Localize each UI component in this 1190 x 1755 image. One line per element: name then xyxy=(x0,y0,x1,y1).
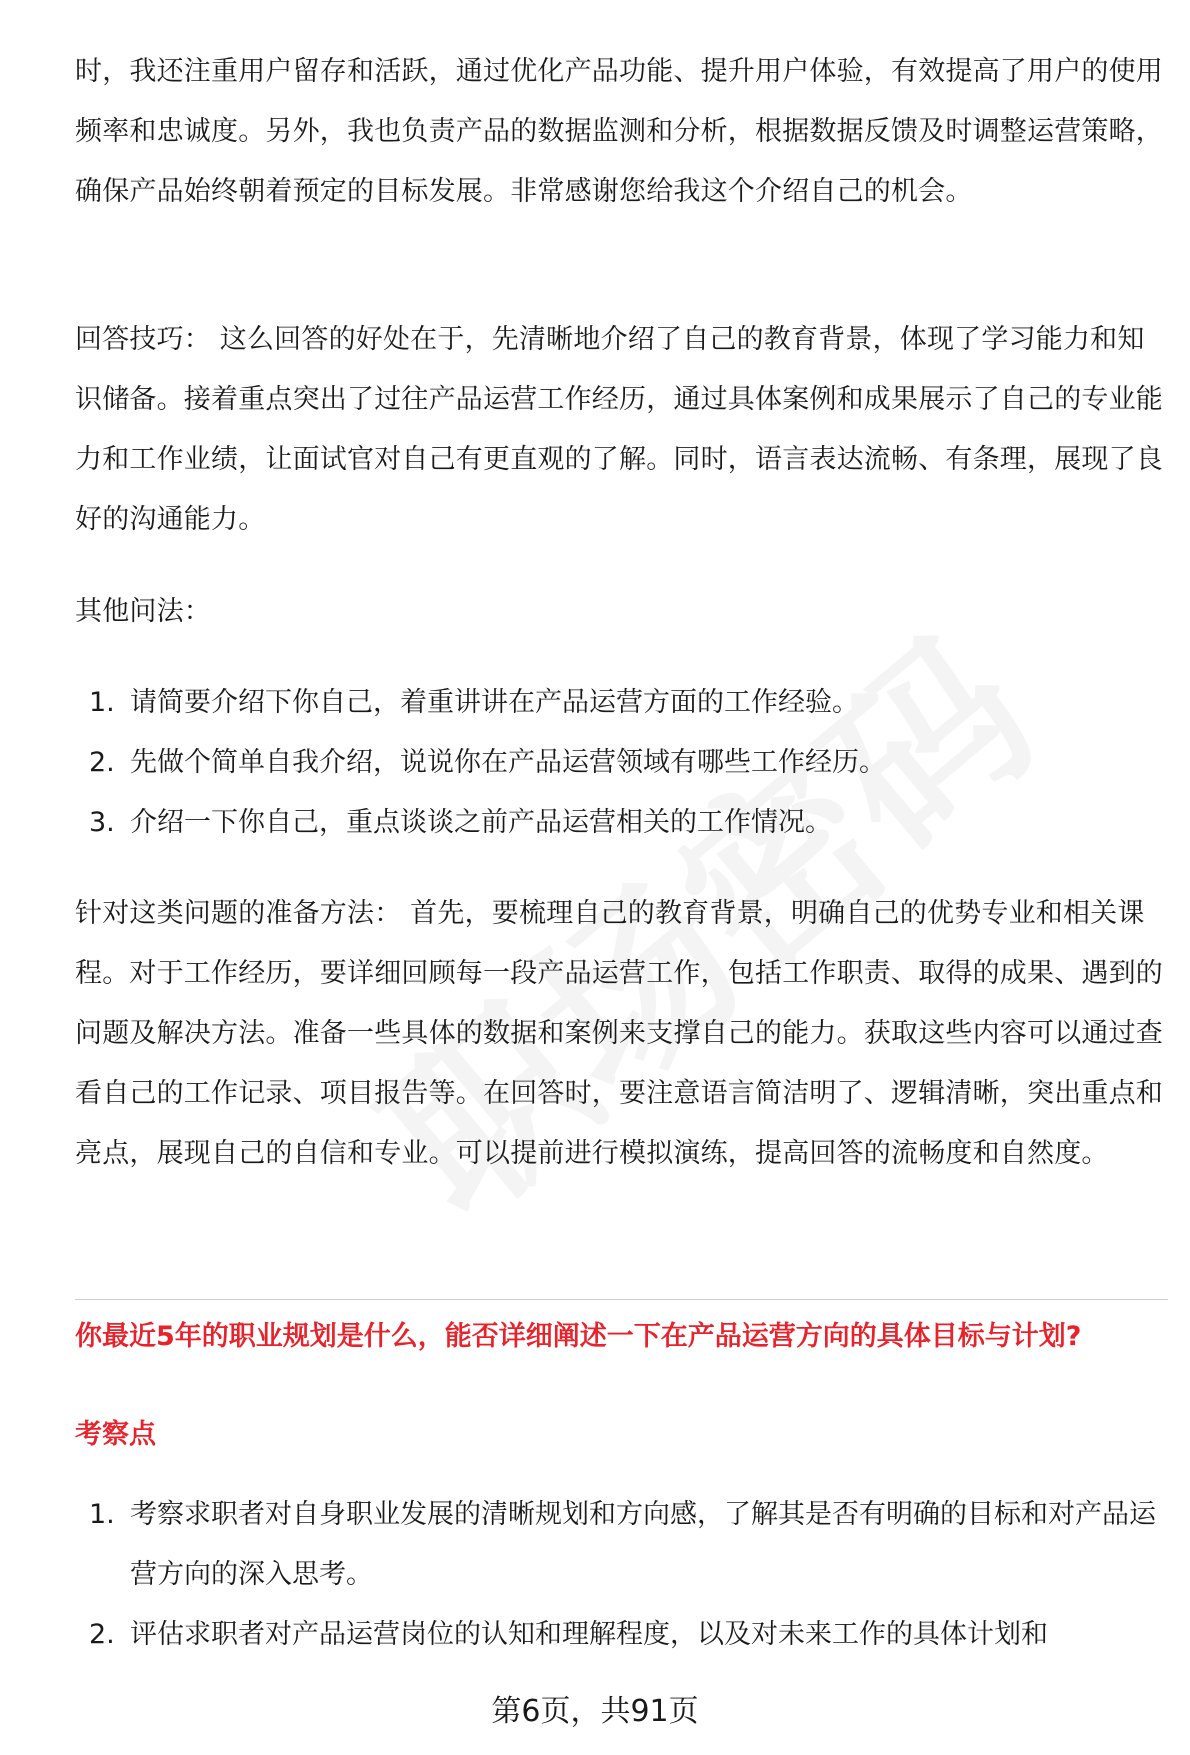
page-number: 第6页，共91页 xyxy=(491,1694,699,1729)
list-item xyxy=(75,673,1170,733)
list-item-text: 评估求职者对产品运营岗位的认知和理解程度，以及对未来工作的具体计划和 xyxy=(130,1619,1048,1650)
list-item-text: 考察求职者对自身职业发展的清晰规划和方向感，了解其是否有明确的目标和对产品运营方向的深入思考。 xyxy=(130,1499,1156,1590)
focus-list xyxy=(75,1485,1170,1665)
tips-paragraph: 回答技巧： 这么回答的好处在于，先清晰地介绍了自己的教育背景，体现了学习能力和知识储备。接着重点突出了过往产品运营工作经历，通过具体案例和成果展示了自己的专业能力和工作业绩，让面试官对自己有更直观的了解。同时，语言表达流畅、有条理，展现了良好的沟通能力。 xyxy=(75,324,1163,535)
list-item xyxy=(75,1485,1170,1605)
list-item-number: 1. xyxy=(89,1499,115,1530)
list-item xyxy=(75,733,1170,793)
list-item-number: 2. xyxy=(89,1619,115,1650)
intro-paragraph: 时，我还注重用户留存和活跃，通过优化产品功能、提升用户体验，有效提高了用户的使用频率和忠诚度。另外，我也负责产品的数据监测和分析，根据数据反馈及时调整运营策略，确保产品始终朝着预定的目标发展。非常感谢您给我这个介绍自己的机会。 xyxy=(75,56,1163,207)
list-item-number: 1. xyxy=(89,687,115,718)
section-divider xyxy=(75,1299,1168,1300)
list-item-text: 介绍一下你自己，重点谈谈之前产品运营相关的工作情况。 xyxy=(130,807,832,838)
other-questions-list xyxy=(75,673,1170,853)
list-item-number: 3. xyxy=(89,807,115,838)
list-item xyxy=(75,793,1170,853)
list-item-text: 先做个简单自我介绍，说说你在产品运营领域有哪些工作经历。 xyxy=(130,747,886,778)
focus-heading: 考察点 xyxy=(75,1419,156,1450)
preparation-paragraph: 针对这类问题的准备方法： 首先，要梳理自己的教育背景，明确自己的优势专业和相关课程。对于工作经历，要详细回顾每一段产品运营工作，包括工作职责、取得的成果、遇到的问题及解决方法。准备一些具体的数据和案例来支撑自己的能力。获取这些内容可以通过查看自己的工作记录、项目报告等。在回答时，要注意语言简洁明了、逻辑清晰，突出重点和亮点，展现自己的自信和专业。可以提前进行模拟演练，提高回答的流畅度和自然度。 xyxy=(75,898,1163,1169)
other-questions-heading: 其他问法： xyxy=(75,596,211,627)
question-title: 你最近5年的职业规划是什么，能否详细阐述一下在产品运营方向的具体目标与计划? xyxy=(75,1321,1082,1352)
list-item-number: 2. xyxy=(89,747,115,778)
list-item-text: 请简要介绍下你自己，着重讲讲在产品运营方面的工作经验。 xyxy=(130,687,859,718)
list-item xyxy=(75,1605,1170,1665)
